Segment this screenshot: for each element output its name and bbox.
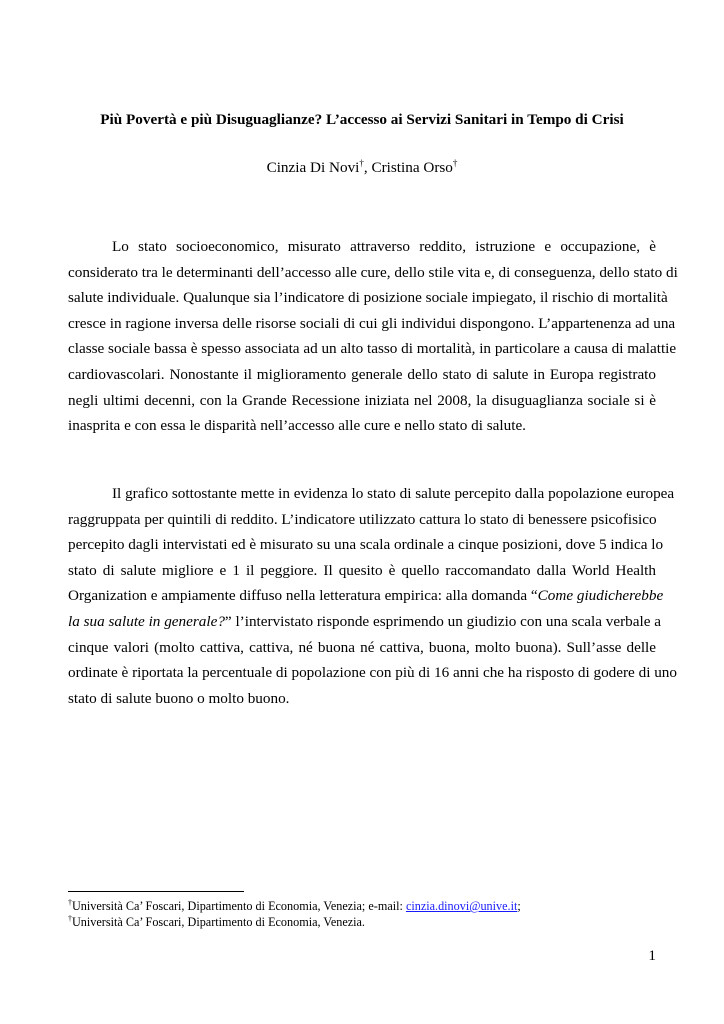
paragraph-line: stato di salute buono o molto buono. (68, 689, 290, 707)
paragraph-line: Lo stato socioeconomico, misurato attraverso reddito, istruzione e occupazione, è (112, 238, 656, 255)
footnote-separator (68, 891, 244, 892)
paragraph-chart-description (68, 481, 677, 711)
paragraph-line: salute individuale. Qualunque sia l’indicatore di posizione sociale impiegato, il rischio di mortalità (68, 289, 668, 307)
document-title: Più Povertà e più Disuguaglianze? L’accesso ai Servizi Sanitari in Tempo di Crisi (100, 111, 624, 128)
quoted-question-italic: la sua salute in generale? (68, 612, 225, 630)
footnote-mark: † (68, 913, 72, 923)
paragraph-line: percepito dagli intervistati ed è misurato su una scala ordinale a cinque posizioni, dove 5 indica lo (68, 536, 664, 554)
paragraph-intro (68, 234, 678, 439)
paragraph-line: inasprita e con essa le disparità nell’accesso alle cure e nello stato di salute. (68, 417, 526, 435)
author-name: Cristina Orso (371, 159, 453, 176)
footnote-mark: † (68, 897, 72, 907)
quoted-question-italic: Come giudicherebbe (537, 587, 664, 605)
footnote-text: ; (517, 899, 521, 913)
footnote-text: Università Ca’ Foscari, Dipartimento di Economia, Venezia; e-mail: (72, 899, 406, 913)
page-number: 1 (648, 947, 656, 964)
author-footnote-mark: † (452, 157, 458, 168)
paragraph-line: raggruppata per quintili di reddito. L’indicatore utilizzato cattura lo stato di benessere psicofisico (68, 510, 657, 528)
paragraph-line: ordinate è riportata la percentuale di popolazione con più di 16 anni che ha risposto di godere di uno (68, 664, 677, 682)
paragraph-line: considerato tra le determinanti dell’accesso alle cure, dello stile vita e, di conseguenza, dello stato di (68, 263, 678, 281)
paragraph-line: cardiovascolari. Nonostante il miglioramento generale dello stato di salute in Europa registrato (68, 365, 656, 383)
paragraph-line: cresce in ragione inversa delle risorse sociali di cui gli individui dispongono. L’appartenenza ad una (68, 314, 676, 332)
author-footnote-mark: † (359, 157, 364, 168)
paragraph-text: Organization e ampiamente diffuso nella letteratura empirica: alla domanda “ (68, 587, 538, 605)
paragraph-line: cinque valori (molto cattiva, cattiva, né buona né cattiva, buona, molto buona). Sull’asse delle (68, 638, 656, 656)
footnotes (68, 898, 656, 930)
author-line (68, 158, 656, 178)
footnote-1 (68, 898, 656, 914)
paragraph-line: Il grafico sottostante mette in evidenza lo stato di salute percepito dalla popolazione europea (112, 485, 675, 502)
paragraph-line (68, 609, 661, 635)
footnote-text: Università Ca’ Foscari, Dipartimento di Economia, Venezia. (72, 915, 365, 929)
email-link[interactable]: cinzia.dinovi@unive.it (405, 899, 518, 913)
author-name: Cinzia Di Novi (266, 159, 360, 176)
paragraph-line: classe sociale bassa è spesso associata ad un alto tasso di mortalità, in particolare a causa di malattie (68, 340, 677, 358)
author-separator: , (363, 159, 372, 176)
paragraph-line: stato di salute migliore e 1 il peggiore. Il quesito è quello raccomandato dalla World Health (68, 561, 656, 579)
paragraph-line (68, 583, 664, 609)
footnote-2 (68, 914, 656, 930)
paragraph-line: negli ultimi decenni, con la Grande Recessione iniziata nel 2008, la disuguaglianza sociale si è (68, 391, 656, 409)
paragraph-text: ” l’intervistato risponde esprimendo un giudizio con una scala verbale a (224, 612, 661, 630)
